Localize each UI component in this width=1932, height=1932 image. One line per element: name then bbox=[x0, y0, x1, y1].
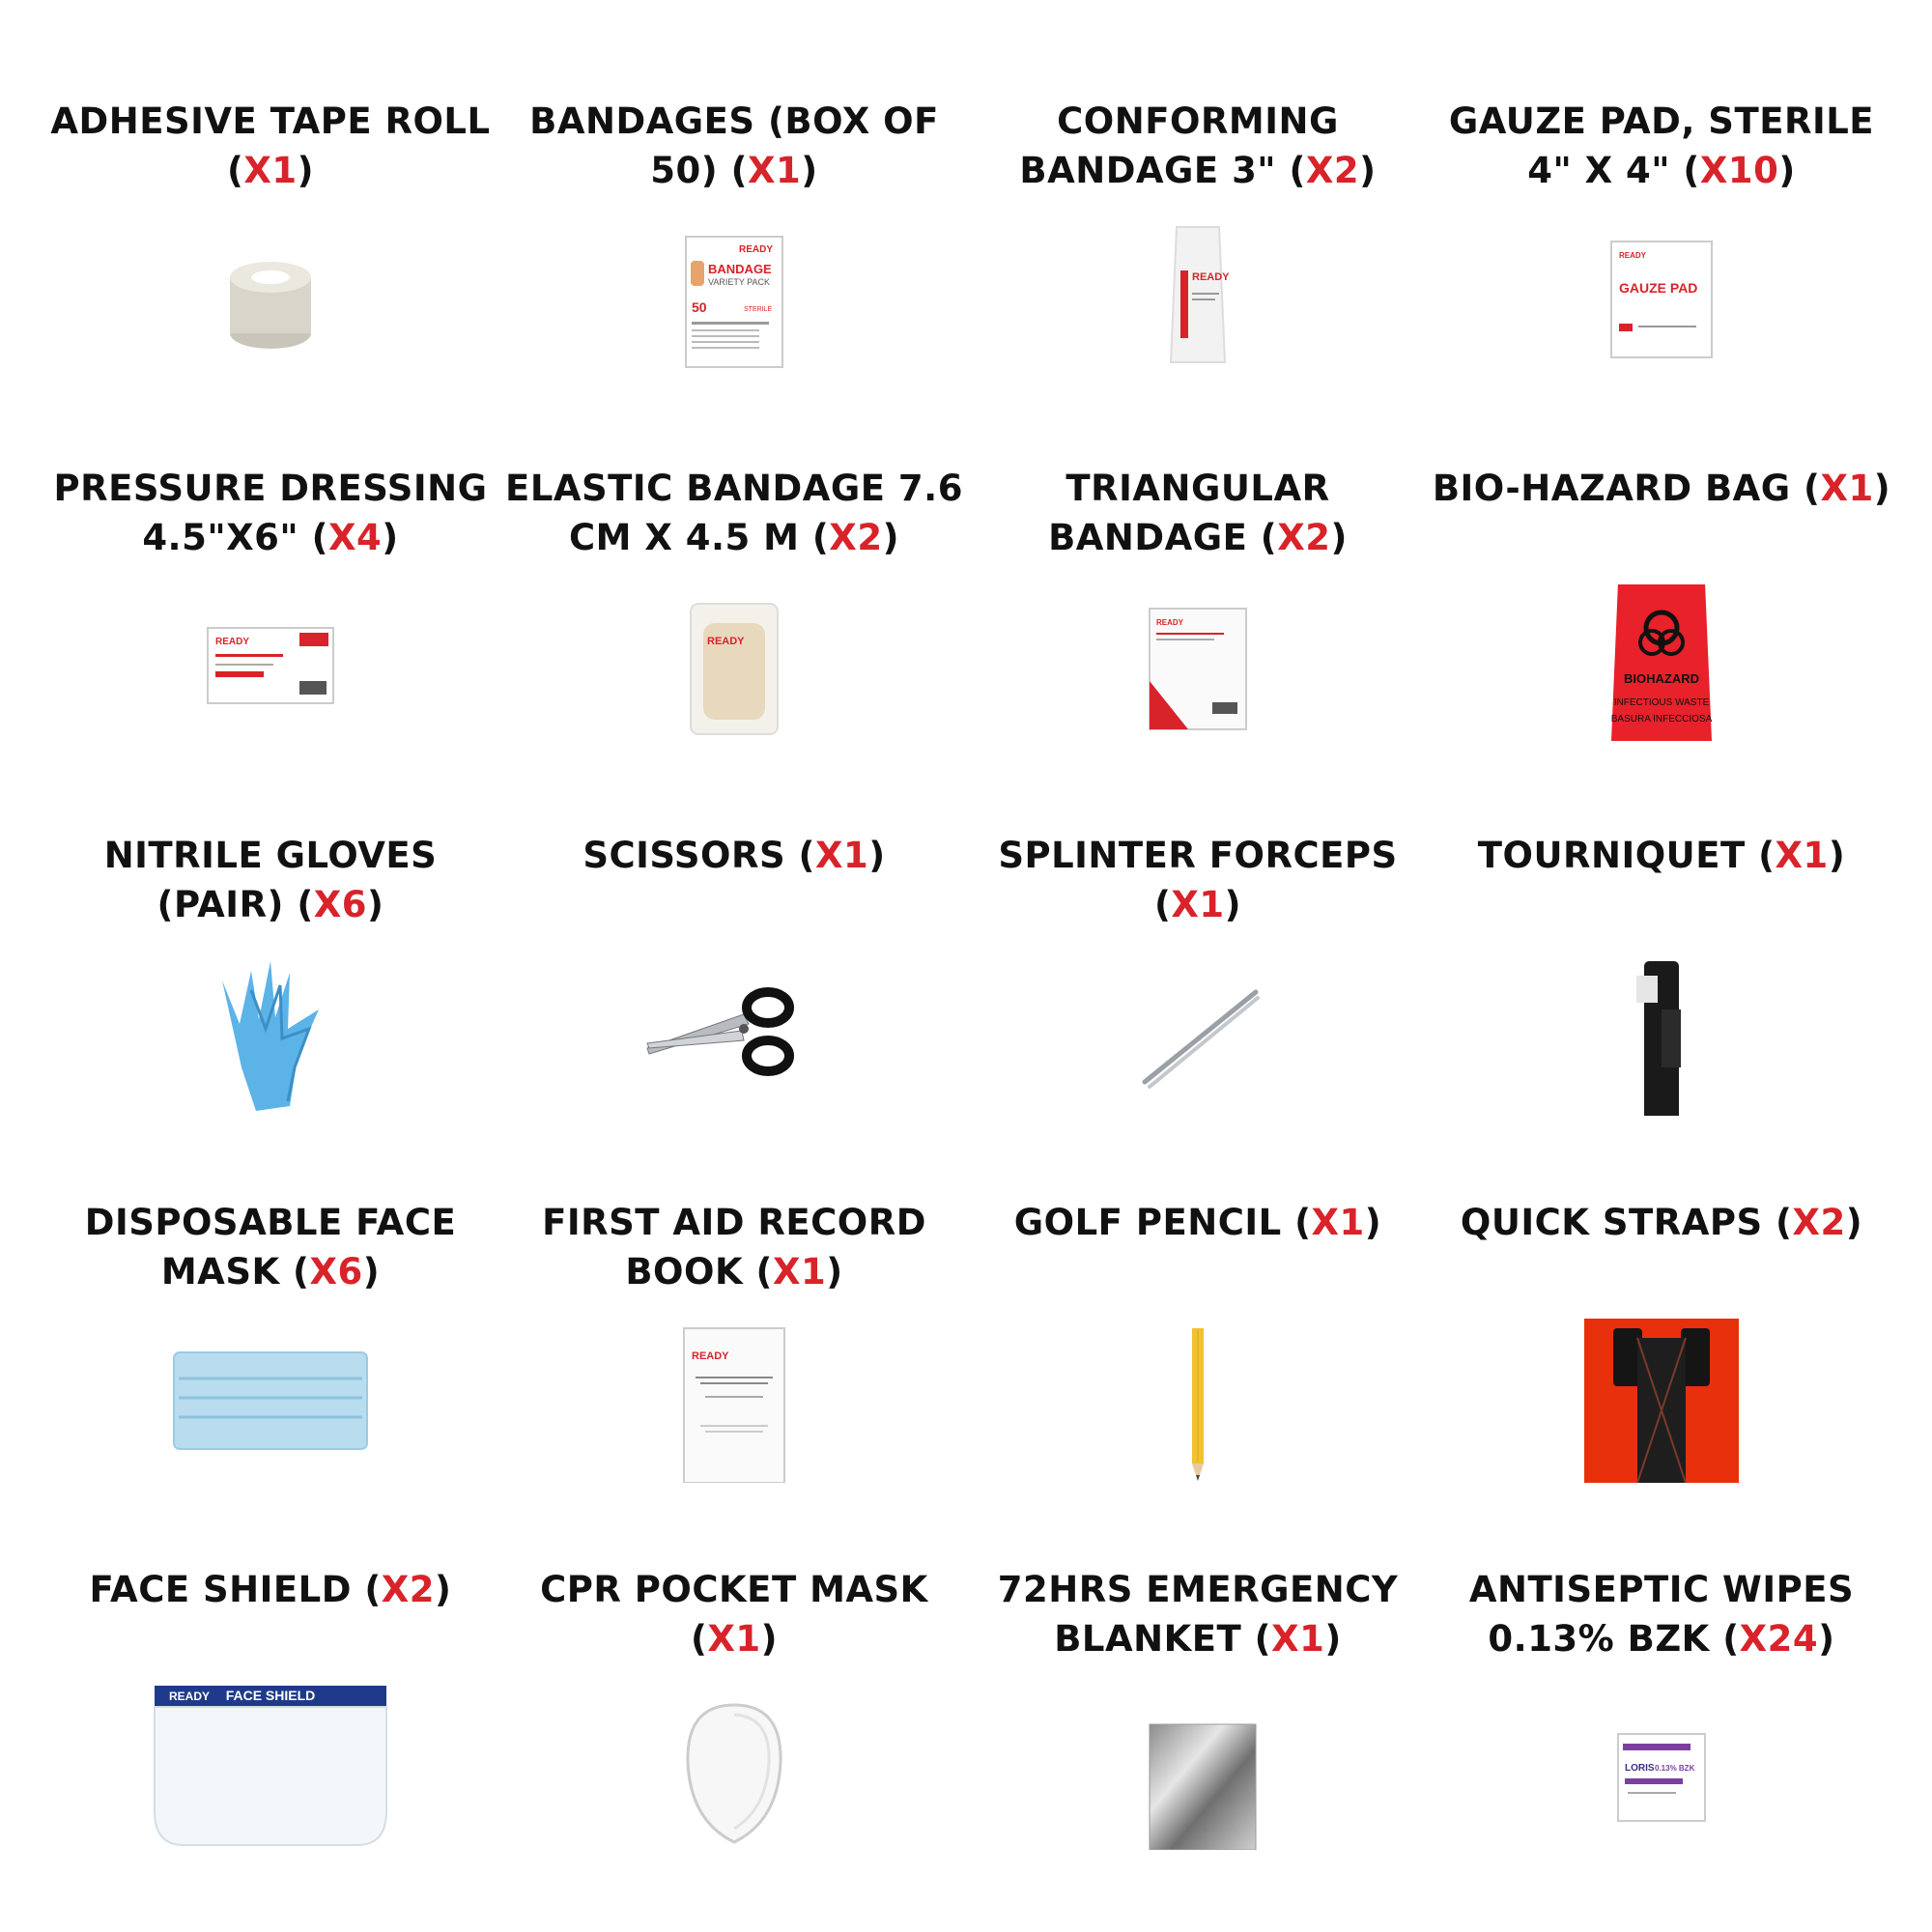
item-label: FIRST AID RECORD BOOK (X1) bbox=[542, 1202, 926, 1293]
svg-text:BASURA INFECCIOSA: BASURA INFECCIOSA bbox=[1610, 714, 1713, 724]
item-cell bbox=[966, 1468, 1430, 1835]
svg-text:READY: READY bbox=[1192, 271, 1230, 283]
cpr-pocket-mask-icon bbox=[589, 1686, 879, 1850]
item-quantity: X2 bbox=[1277, 517, 1331, 558]
item-cell bbox=[1430, 0, 1893, 367]
item-cell bbox=[39, 1468, 502, 1835]
gauze-pad-icon bbox=[1517, 217, 1806, 382]
item-cell bbox=[966, 367, 1430, 734]
item-cell bbox=[1430, 1468, 1893, 1835]
item-quantity: X10 bbox=[1699, 150, 1779, 191]
svg-text:READY: READY bbox=[169, 1690, 211, 1703]
svg-text:READY: READY bbox=[692, 1350, 729, 1362]
pressure-dressing-icon bbox=[126, 584, 415, 749]
item-quantity: X24 bbox=[1739, 1618, 1819, 1660]
item-label: TRIANGULAR BANDAGE (X2) bbox=[1048, 468, 1348, 558]
item-label: NITRILE GLOVES (PAIR) (X6) bbox=[103, 835, 438, 925]
scissors-icon bbox=[589, 952, 879, 1116]
golf-pencil-icon bbox=[1053, 1319, 1343, 1483]
item-quantity: X1 bbox=[1311, 1202, 1365, 1243]
item-cell bbox=[502, 367, 966, 734]
item-cell bbox=[966, 1101, 1430, 1468]
quick-straps-icon bbox=[1517, 1319, 1806, 1483]
item-label: BIO-HAZARD BAG (X1) bbox=[1432, 468, 1891, 509]
svg-text:50: 50 bbox=[692, 299, 707, 315]
bandage-box-icon bbox=[589, 217, 879, 382]
item-label: SPLINTER FORCEPS (X1) bbox=[998, 835, 1398, 925]
item-label: CPR POCKET MASK (X1) bbox=[540, 1569, 928, 1660]
item-cell bbox=[39, 0, 502, 367]
item-quantity: X1 bbox=[748, 150, 802, 191]
item-cell bbox=[966, 0, 1430, 367]
item-quantity: X4 bbox=[327, 517, 383, 558]
item-cell bbox=[39, 1101, 502, 1468]
nitrile-gloves-icon bbox=[126, 952, 415, 1116]
svg-text:READY: READY bbox=[1156, 618, 1184, 627]
svg-text:FACE SHIELD: FACE SHIELD bbox=[225, 1688, 316, 1703]
record-book-icon bbox=[589, 1319, 879, 1483]
svg-text:READY: READY bbox=[1619, 251, 1647, 260]
item-label: ADHESIVE TAPE ROLL (X1) bbox=[50, 100, 491, 191]
item-label: FACE SHIELD (X2) bbox=[89, 1569, 452, 1610]
item-cell bbox=[966, 734, 1430, 1101]
biohazard-bag-icon bbox=[1517, 584, 1806, 749]
item-cell bbox=[1430, 367, 1893, 734]
elastic-bandage-icon bbox=[589, 584, 879, 749]
item-quantity: X1 bbox=[1271, 1618, 1325, 1660]
item-cell bbox=[39, 367, 502, 734]
item-quantity: X1 bbox=[1171, 884, 1225, 925]
item-cell bbox=[1430, 734, 1893, 1101]
triangular-bandage-icon bbox=[1053, 584, 1343, 749]
antiseptic-wipes-icon bbox=[1517, 1686, 1806, 1850]
item-quantity: X2 bbox=[1792, 1202, 1846, 1243]
item-quantity: X6 bbox=[309, 1251, 363, 1293]
svg-text:BIOHAZARD: BIOHAZARD bbox=[1624, 671, 1699, 686]
svg-text:BANDAGE: BANDAGE bbox=[708, 262, 772, 276]
item-quantity: X6 bbox=[313, 884, 368, 925]
svg-text:0.13% BZK: 0.13% BZK bbox=[1655, 1764, 1695, 1773]
item-quantity: X2 bbox=[1305, 150, 1360, 191]
item-quantity: X1 bbox=[1775, 835, 1829, 876]
item-label: ANTISEPTIC WIPES 0.13% BZK (X24) bbox=[1468, 1569, 1855, 1660]
item-quantity: X1 bbox=[1820, 468, 1874, 509]
conforming-bandage-icon bbox=[1053, 217, 1343, 382]
item-cell bbox=[39, 734, 502, 1101]
item-label: 72HRS EMERGENCY BLANKET (X1) bbox=[997, 1569, 1399, 1660]
item-label: TOURNIQUET (X1) bbox=[1477, 835, 1846, 876]
svg-text:READY: READY bbox=[215, 637, 250, 647]
svg-text:LORIS: LORIS bbox=[1625, 1763, 1655, 1774]
item-label: ELASTIC BANDAGE 7.6 CM X 4.5 M (X2) bbox=[505, 468, 963, 558]
adhesive-tape-roll-icon bbox=[126, 217, 415, 382]
item-quantity: X1 bbox=[772, 1251, 827, 1293]
face-shield-icon bbox=[126, 1686, 415, 1850]
item-label: GOLF PENCIL (X1) bbox=[1013, 1202, 1382, 1243]
item-label: GAUZE PAD, STERILE 4" X 4" (X10) bbox=[1448, 100, 1875, 191]
item-label: SCISSORS (X1) bbox=[582, 835, 886, 876]
emergency-blanket-icon bbox=[1053, 1686, 1343, 1850]
item-quantity: X1 bbox=[814, 835, 869, 876]
item-label: BANDAGES (BOX OF 50) (X1) bbox=[529, 100, 939, 191]
item-label: QUICK STRAPS (X2) bbox=[1460, 1202, 1863, 1243]
item-cell bbox=[502, 1101, 966, 1468]
item-cell bbox=[1430, 1101, 1893, 1468]
svg-text:STERILE: STERILE bbox=[744, 306, 773, 313]
item-quantity: X1 bbox=[707, 1618, 761, 1660]
svg-text:INFECTIOUS WASTE: INFECTIOUS WASTE bbox=[1613, 697, 1710, 708]
item-quantity: X1 bbox=[243, 150, 298, 191]
item-label: DISPOSABLE FACE MASK (X6) bbox=[84, 1202, 457, 1293]
item-quantity: X2 bbox=[381, 1569, 436, 1610]
svg-text:GAUZE PAD: GAUZE PAD bbox=[1619, 280, 1698, 296]
item-cell bbox=[502, 734, 966, 1101]
item-label: PRESSURE DRESSING 4.5"X6" (X4) bbox=[53, 468, 488, 558]
item-quantity: X2 bbox=[829, 517, 883, 558]
item-label: CONFORMING BANDAGE 3" (X2) bbox=[1019, 100, 1377, 191]
face-mask-icon bbox=[126, 1319, 415, 1483]
item-cell bbox=[502, 1468, 966, 1835]
tourniquet-icon bbox=[1517, 952, 1806, 1116]
svg-text:VARIETY PACK: VARIETY PACK bbox=[708, 277, 771, 287]
item-cell bbox=[502, 0, 966, 367]
splinter-forceps-icon bbox=[1053, 952, 1343, 1116]
svg-text:READY: READY bbox=[707, 636, 745, 647]
svg-text:READY: READY bbox=[738, 244, 773, 255]
